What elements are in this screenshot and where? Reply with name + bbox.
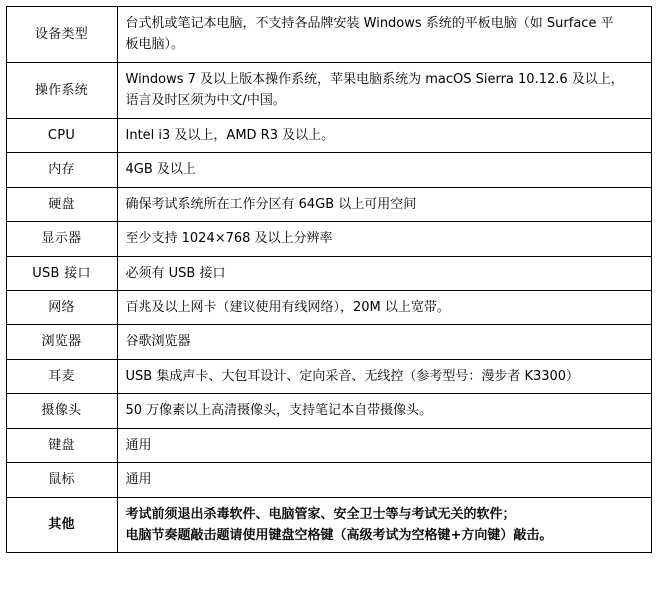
row-value	[117, 359, 651, 393]
table-row	[6, 187, 651, 221]
row-value	[117, 153, 651, 187]
row-label: 网络	[6, 290, 117, 324]
row-value	[117, 428, 651, 462]
value-line: 谷歌浏览器	[125, 334, 191, 350]
row-label: 鼠标	[6, 463, 117, 497]
value-line: 必须有 USB 接口	[125, 265, 226, 281]
row-label: CPU	[6, 118, 117, 152]
value-line: 板电脑）。	[125, 37, 185, 53]
row-label: 硬盘	[6, 187, 117, 221]
row-value	[117, 497, 651, 553]
value-line: 百兆及以上网卡（建议使用有线网络），20M 以上宽带。	[125, 299, 450, 315]
row-value	[117, 62, 651, 118]
table-body	[6, 7, 651, 553]
table-row	[6, 256, 651, 290]
table-row	[6, 394, 651, 428]
value-line: 考试前须退出杀毒软件、电脑管家、安全卫士等与考试无关的软件；	[125, 506, 516, 522]
device-requirements-table	[6, 6, 652, 553]
table-row	[6, 359, 651, 393]
row-label: 浏览器	[6, 325, 117, 359]
row-value	[117, 290, 651, 324]
row-value	[117, 325, 651, 359]
row-label: USB 接口	[6, 256, 117, 290]
value-line: Windows 7 及以上版本操作系统，苹果电脑系统为 macOS Sierra 10.12.6 及以上，	[125, 71, 624, 87]
row-label: 耳麦	[6, 359, 117, 393]
table-row	[6, 118, 651, 152]
row-label: 内存	[6, 153, 117, 187]
value-line: 通用	[125, 437, 152, 453]
row-value	[117, 463, 651, 497]
value-line: 4GB 及以上	[125, 162, 196, 178]
row-value	[117, 394, 651, 428]
table-row	[6, 7, 651, 63]
value-line: Intel i3 及以上，AMD R3 及以上。	[125, 127, 335, 143]
row-value	[117, 7, 651, 63]
row-value	[117, 187, 651, 221]
row-label: 摄像头	[6, 394, 117, 428]
value-line: 通用	[125, 472, 152, 488]
table-row	[6, 497, 651, 553]
table-row	[6, 153, 651, 187]
row-value	[117, 256, 651, 290]
table-row	[6, 290, 651, 324]
row-value	[117, 118, 651, 152]
table-row	[6, 62, 651, 118]
value-line: 至少支持 1024×768 及以上分辨率	[125, 231, 333, 247]
value-line: 语言及时区须为中文/中国。	[125, 93, 286, 109]
row-label: 显示器	[6, 222, 117, 256]
value-line: 确保考试系统所在工作分区有 64GB 以上可用空间	[125, 196, 417, 212]
value-line: 50 万像素以上高清摄像头，支持笔记本自带摄像头。	[125, 403, 433, 419]
row-label: 设备类型	[6, 7, 117, 63]
value-line: 台式机或笔记本电脑，不支持各品牌安装 Windows 系统的平板电脑（如 Surface 平	[125, 16, 614, 31]
table-row	[6, 428, 651, 462]
row-value	[117, 222, 651, 256]
table-row	[6, 222, 651, 256]
table-row	[6, 325, 651, 359]
value-line: USB 集成声卡、大包耳设计、定向采音、无线控（参考型号：漫步者 K3300）	[125, 368, 580, 384]
row-label: 操作系统	[6, 62, 117, 118]
row-label: 其他	[6, 497, 117, 553]
row-label: 键盘	[6, 428, 117, 462]
table-row	[6, 463, 651, 497]
value-line: 电脑节奏题敲击题请使用键盘空格键（高级考试为空格键+方向键）敲击。	[125, 528, 553, 543]
